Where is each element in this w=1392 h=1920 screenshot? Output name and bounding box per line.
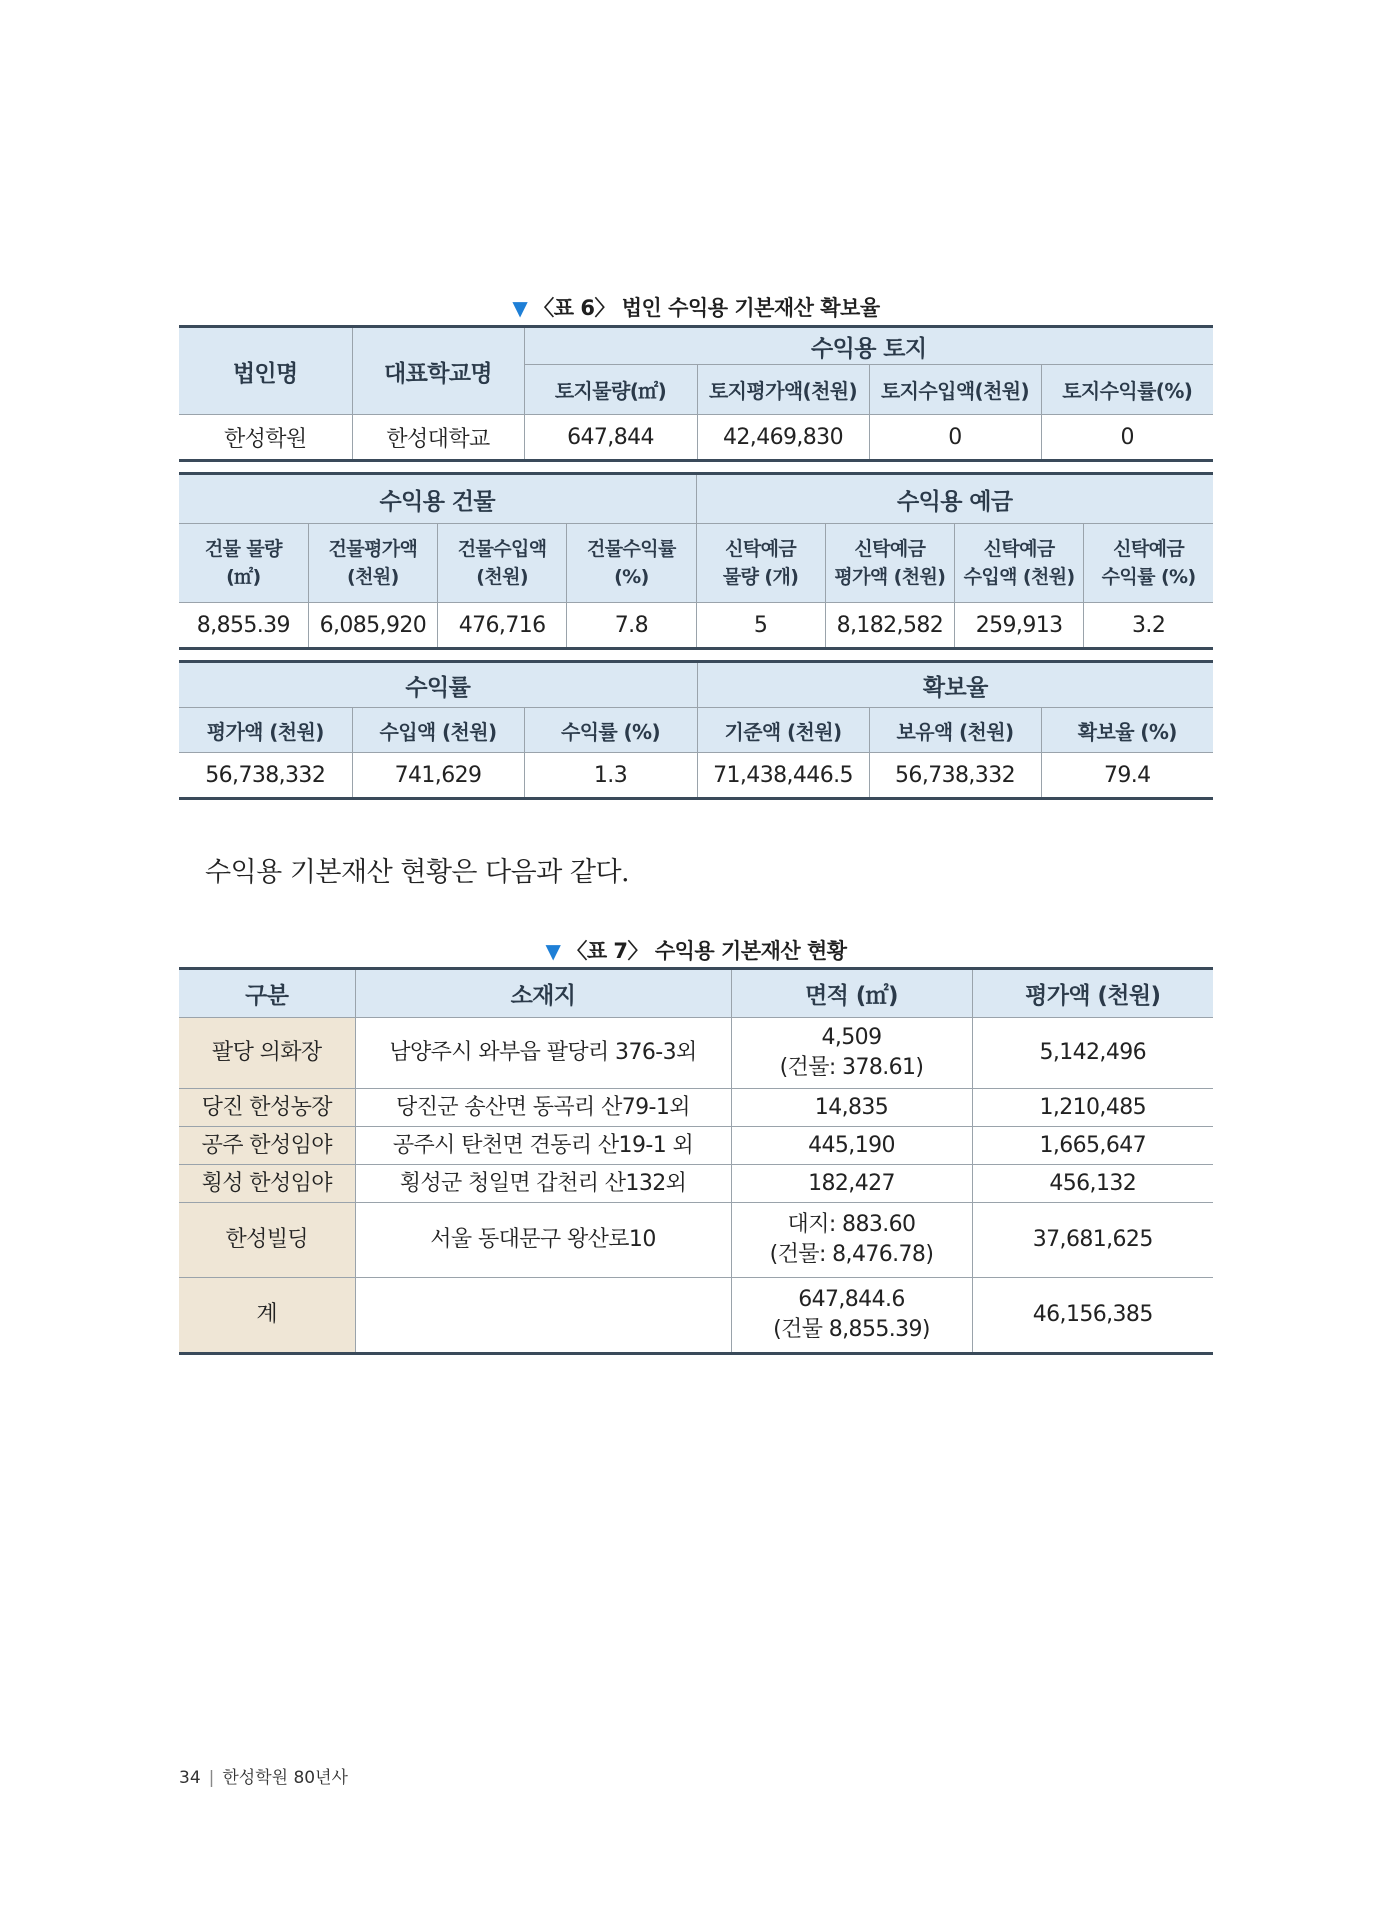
table-cell: 42,469,830 bbox=[697, 415, 869, 461]
table7 bbox=[179, 967, 1213, 1355]
row-value: 1,210,485 bbox=[972, 1089, 1213, 1127]
table-cell: 647,844 bbox=[524, 415, 697, 461]
category-header: 구분 bbox=[179, 969, 355, 1018]
secure-subheader: 보유액 (천원) bbox=[869, 708, 1041, 753]
row-name: 횡성 한성임야 bbox=[179, 1165, 355, 1203]
row-value: 1,665,647 bbox=[972, 1127, 1213, 1165]
table-cell: 1.3 bbox=[524, 753, 697, 799]
deposit-group-header: 수익용 예금 bbox=[696, 474, 1213, 524]
body-paragraph: 수익용 기본재산 현황은 다음과 같다. bbox=[205, 857, 630, 888]
page-footer bbox=[179, 1763, 348, 1788]
building-subheader: 건물평가액 (천원) bbox=[308, 524, 437, 603]
table6-caption: ▼ 〈표 6〉 법인 수익용 기본재산 확보율 bbox=[512, 296, 880, 320]
deposit-subheader: 신탁예금 수익률 (%) bbox=[1084, 524, 1213, 603]
row-name: 공주 한성임야 bbox=[179, 1127, 355, 1165]
page-number: 34 bbox=[179, 1768, 201, 1788]
table-row bbox=[179, 1203, 1213, 1278]
school-name-header: 대표학교명 bbox=[352, 327, 524, 415]
table-cell: 56,738,332 bbox=[869, 753, 1041, 799]
building-subheader: 건물수익률 (%) bbox=[567, 524, 696, 603]
row-area: 445,190 bbox=[731, 1127, 972, 1165]
row-name: 팔당 의화장 bbox=[179, 1018, 355, 1089]
table-cell: 8,855.39 bbox=[179, 603, 308, 649]
value-header: 평가액 (천원) bbox=[972, 969, 1213, 1018]
table-cell: 한성대학교 bbox=[352, 415, 524, 461]
table-cell: 3.2 bbox=[1084, 603, 1213, 649]
row-name: 계 bbox=[179, 1278, 355, 1354]
table-cell: 6,085,920 bbox=[308, 603, 437, 649]
deposit-subheader: 신탁예금 평가액 (천원) bbox=[825, 524, 954, 603]
land-subheader: 토지물량(㎡) bbox=[524, 365, 697, 415]
row-value: 37,681,625 bbox=[972, 1203, 1213, 1278]
land-subheader: 토지수익률(%) bbox=[1041, 365, 1213, 415]
table-cell: 259,913 bbox=[955, 603, 1084, 649]
table7-caption: ▼ 〈표 7〉 수익용 기본재산 현황 bbox=[545, 939, 847, 963]
building-subheader: 건물수입액 (천원) bbox=[438, 524, 567, 603]
table-row bbox=[179, 1165, 1213, 1203]
row-location: 서울 동대문구 왕산로10 bbox=[355, 1203, 731, 1278]
table6-land bbox=[179, 325, 1213, 462]
table6-yield-secure bbox=[179, 660, 1213, 800]
table6-building-deposit bbox=[179, 472, 1213, 650]
triangle-down-icon: ▼ bbox=[512, 296, 528, 320]
table-cell: 5 bbox=[696, 603, 825, 649]
row-name: 한성빌딩 bbox=[179, 1203, 355, 1278]
yield-subheader: 수입액 (천원) bbox=[352, 708, 524, 753]
table-row bbox=[179, 1278, 1213, 1354]
table-cell: 8,182,582 bbox=[825, 603, 954, 649]
yield-subheader: 수익률 (%) bbox=[524, 708, 697, 753]
area-header: 면적 (㎡) bbox=[731, 969, 972, 1018]
corp-name-header: 법인명 bbox=[179, 327, 352, 415]
table-cell: 476,716 bbox=[438, 603, 567, 649]
row-location: 남양주시 와부읍 팔당리 376-3외 bbox=[355, 1018, 731, 1089]
table-row bbox=[179, 1018, 1213, 1089]
table-cell: 7.8 bbox=[567, 603, 696, 649]
secure-subheader: 확보율 (%) bbox=[1041, 708, 1213, 753]
row-value: 46,156,385 bbox=[972, 1278, 1213, 1354]
table-cell: 741,629 bbox=[352, 753, 524, 799]
table-cell: 한성학원 bbox=[179, 415, 352, 461]
triangle-down-icon: ▼ bbox=[545, 939, 561, 963]
row-area: 182,427 bbox=[731, 1165, 972, 1203]
table-row bbox=[179, 1089, 1213, 1127]
row-location: 공주시 탄천면 견동리 산19-1 외 bbox=[355, 1127, 731, 1165]
row-value: 5,142,496 bbox=[972, 1018, 1213, 1089]
row-value: 456,132 bbox=[972, 1165, 1213, 1203]
row-area: 4,509 (건물: 378.61) bbox=[731, 1018, 972, 1089]
building-group-header: 수익용 건물 bbox=[179, 474, 696, 524]
row-area: 647,844.6 (건물 8,855.39) bbox=[731, 1278, 972, 1354]
table-cell: 56,738,332 bbox=[179, 753, 352, 799]
row-name: 당진 한성농장 bbox=[179, 1089, 355, 1127]
book-title: 한성학원 80년사 bbox=[222, 1768, 348, 1788]
row-area: 대지: 883.60 (건물: 8,476.78) bbox=[731, 1203, 972, 1278]
yield-group-header: 수익률 bbox=[179, 662, 697, 708]
secure-group-header: 확보율 bbox=[697, 662, 1213, 708]
deposit-subheader: 신탁예금 물량 (개) bbox=[696, 524, 825, 603]
table-cell: 71,438,446.5 bbox=[697, 753, 869, 799]
row-location: 당진군 송산면 동곡리 산79-1외 bbox=[355, 1089, 731, 1127]
row-location: 횡성군 청일면 갑천리 산132외 bbox=[355, 1165, 731, 1203]
row-location bbox=[355, 1278, 731, 1354]
land-subheader: 토지평가액(천원) bbox=[697, 365, 869, 415]
table-cell: 0 bbox=[1041, 415, 1213, 461]
secure-subheader: 기준액 (천원) bbox=[697, 708, 869, 753]
land-group-header: 수익용 토지 bbox=[524, 327, 1213, 365]
divider: | bbox=[208, 1768, 215, 1788]
table-cell: 79.4 bbox=[1041, 753, 1213, 799]
location-header: 소재지 bbox=[355, 969, 731, 1018]
land-subheader: 토지수입액(천원) bbox=[869, 365, 1041, 415]
deposit-subheader: 신탁예금 수입액 (천원) bbox=[955, 524, 1084, 603]
yield-subheader: 평가액 (천원) bbox=[179, 708, 352, 753]
row-area: 14,835 bbox=[731, 1089, 972, 1127]
table-row bbox=[179, 1127, 1213, 1165]
table-cell: 0 bbox=[869, 415, 1041, 461]
building-subheader: 건물 물량 (㎡) bbox=[179, 524, 308, 603]
